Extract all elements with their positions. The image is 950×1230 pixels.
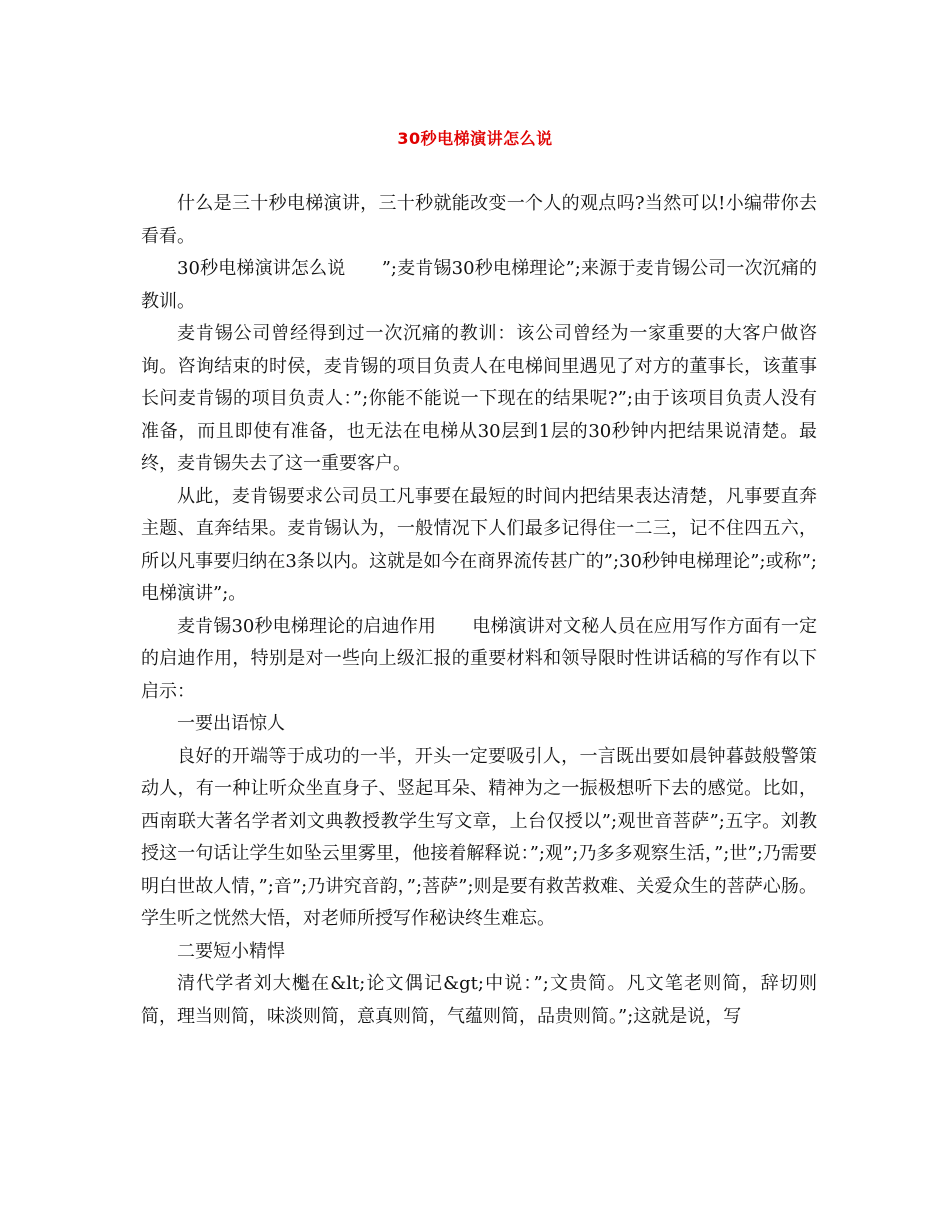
page-title: 30秒电梯演讲怎么说 <box>397 129 553 148</box>
paragraph-requirement: 从此，麦肯锡要求公司员工凡事要在最短的时间内把结果表达清楚，凡事要直奔主题、直奔结果。麦肯锡认为，一般情况下人们最多记得住一二三，记不住四五六，所以凡事要归纳在3条以内。这就是如今在商界流传甚广的”;30秒钟电梯理论”;或称”;电梯演讲”;。 <box>141 485 817 604</box>
heading-point-one: 一要出语惊人 <box>177 713 285 734</box>
paragraph-point-one: 良好的开端等于成功的一半，开头一定要吸引人，一言既出要如晨钟暮鼓般警策动人，有一种让听众坐直身子、竖起耳朵、精神为之一振极想听下去的感觉。比如，西南联大著名学者刘文典教授教学生写文章，上台仅授以”;观世音菩萨”;五字。刘教授这一句话让学生如坠云里雾里，他接着解释说：”;观”;乃多多观察生活，”;世”;乃需要明白世故人情，”;音”;乃讲究音韵，”;菩萨”;则是要有救苦救难、关爱众生的菩萨心肠。学生听之恍然大悟，对老师所授写作秘诀终生难忘。 <box>141 745 817 929</box>
paragraph-intro: 什么是三十秒电梯演讲，三十秒就能改变一个人的观点吗?当然可以!小编带你去看看。 <box>141 193 817 247</box>
heading-point-two: 二要短小精悍 <box>177 940 285 962</box>
paragraph-lesson: 麦肯锡公司曾经得到过一次沉痛的教训：该公司曾经为一家重要的大客户做咨询。咨询结束的时侯，麦肯锡的项目负责人在电梯间里遇见了对方的董事长，该董事长问麦肯锡的项目负责人：”;你能不能说一下现在的结果呢?”;由于该项目负责人没有准备，而且即使有准备，也无法在电梯从30层到1层的30秒钟内把结果说清楚。最终，麦肯锡失去了这一重要客户。 <box>141 323 817 474</box>
paragraph-origin: 30秒电梯演讲怎么说 ”;麦肯锡30秒电梯理论”;来源于麦肯锡公司一次沉痛的教训。 <box>141 258 817 312</box>
paragraph-inspiration: 麦肯锡30秒电梯理论的启迪作用 电梯演讲对文秘人员在应用写作方面有一定的启迪作用，特别是对一些向上级汇报的重要材料和领导限时性讲话稿的写作有以下启示： <box>141 615 817 702</box>
article-body <box>141 188 817 1033</box>
paragraph-point-two: 清代学者刘大櫆在&lt;论文偶记&gt;中说：”;文贵简。凡文笔老则简，辞切则简，理当则简，味淡则简，意真则简，气蕴则简，品贵则简。”;这就是说，写 <box>141 973 817 1027</box>
